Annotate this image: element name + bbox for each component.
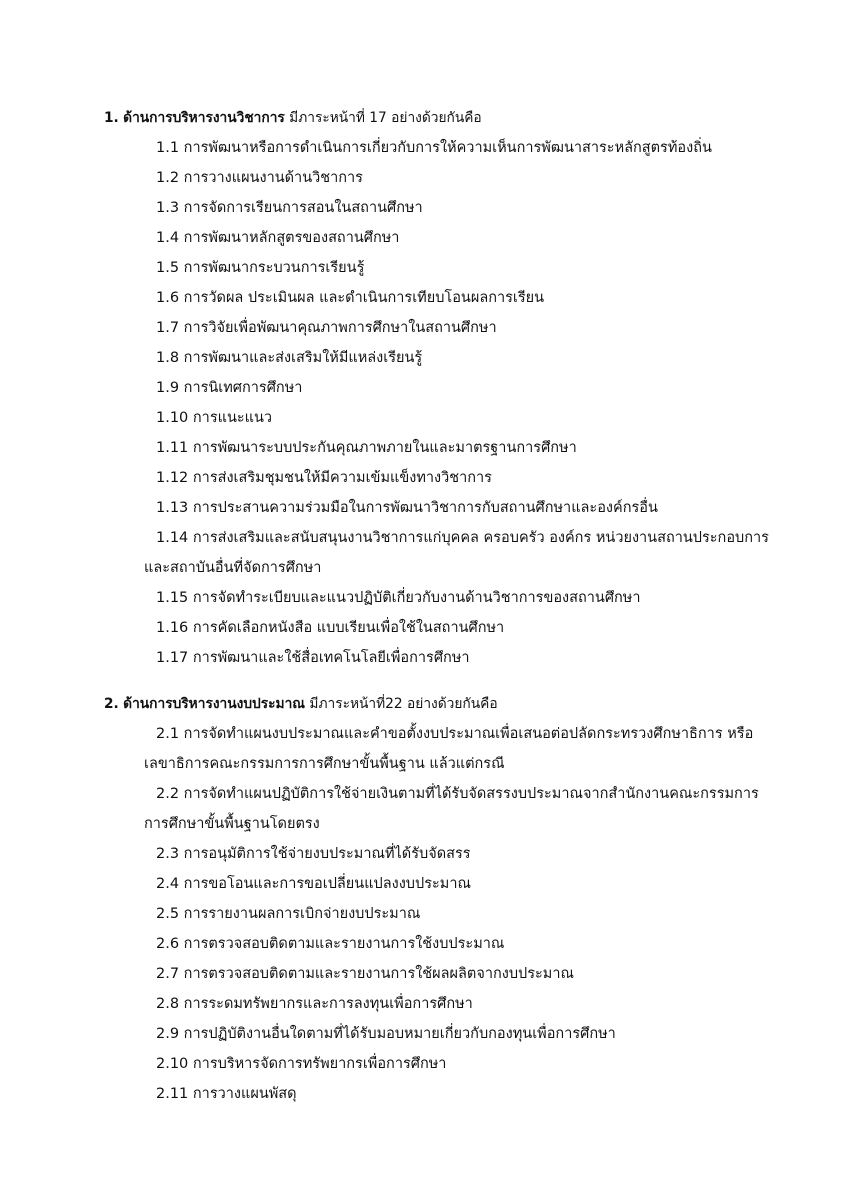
list-item <box>156 839 756 869</box>
item-number: 1.4 <box>156 230 180 246</box>
item-text: การจัดทำแผนปฏิบัติการใช้จ่ายเงินตามที่ได้รับจัดสรรงบประมาณจากสำนักงานคณะกรรมการ <box>183 786 759 802</box>
item-number: 2.4 <box>156 876 180 892</box>
item-text: การพัฒนาหลักสูตรของสถานศึกษา <box>183 230 400 246</box>
list-item <box>156 613 756 643</box>
item-number: 1.2 <box>156 170 180 186</box>
item-text: การนิเทศการศึกษา <box>183 380 303 396</box>
list-item <box>156 899 756 929</box>
item-text-continuation: เลขาธิการคณะกรรมการการศึกษาขั้นพื้นฐาน แล้วแต่กรณี <box>144 756 505 772</box>
list-item <box>156 433 756 463</box>
list-item <box>144 719 756 779</box>
item-number: 2.10 <box>156 1056 189 1072</box>
item-text: การพัฒนาและส่งเสริมให้มีแหล่งเรียนรู้ <box>183 350 423 366</box>
section-title: ด้านการบริหารงานวิชาการ <box>123 110 285 126</box>
item-number: 2.7 <box>156 966 180 982</box>
item-number: 2.5 <box>156 906 180 922</box>
section-budget-administration <box>0 689 849 1109</box>
item-number: 1.9 <box>156 380 180 396</box>
item-number: 1.7 <box>156 320 180 336</box>
item-text: การจัดทำแผนงบประมาณและคำขอตั้งงบประมาณเพื่อเสนอต่อปลัดกระทรวงศึกษาธิการ หรือ <box>183 726 754 742</box>
section-item-list <box>0 719 849 1109</box>
section-academic-administration <box>0 103 849 673</box>
list-item <box>156 343 756 373</box>
item-number: 1.5 <box>156 260 180 276</box>
item-text: การตรวจสอบติดตามและรายงานการใช้งบประมาณ <box>183 936 505 952</box>
item-number: 2.1 <box>156 726 180 742</box>
section-intro: มีภาระหน้าที่22 อย่างด้วยกันคือ <box>309 696 498 712</box>
section-number: 2. <box>104 696 119 712</box>
item-text: การวิจัยเพื่อพัฒนาคุณภาพการศึกษาในสถานศึกษา <box>183 320 497 336</box>
item-text: การส่งเสริมชุมชนให้มีความเข้มแข็งทางวิชาการ <box>192 470 492 486</box>
list-item <box>156 493 756 523</box>
item-number: 2.3 <box>156 846 180 862</box>
item-number: 2.8 <box>156 996 180 1012</box>
item-number: 1.17 <box>156 650 189 666</box>
list-item <box>156 869 756 899</box>
item-text: การอนุมัติการใช้จ่ายงบประมาณที่ได้รับจัดสรร <box>183 846 471 862</box>
item-text-continuation: การศึกษาขั้นพื้นฐานโดยตรง <box>144 816 320 832</box>
list-item <box>156 223 756 253</box>
item-number: 1.11 <box>156 440 189 456</box>
section-intro: มีภาระหน้าที่ 17 อย่างด้วยกันคือ <box>289 110 482 126</box>
item-text: การพัฒนาหรือการดำเนินการเกี่ยวกับการให้ความเห็นการพัฒนาสาระหลักสูตรท้องถิ่น <box>183 140 712 156</box>
list-item <box>156 643 756 673</box>
list-item <box>156 929 756 959</box>
item-number: 2.6 <box>156 936 180 952</box>
list-item <box>156 163 756 193</box>
item-text: การพัฒนาและใช้สื่อเทคโนโลยีเพื่อการศึกษา <box>192 650 470 666</box>
item-text: การวางแผนพัสดุ <box>192 1086 297 1102</box>
item-number: 1.15 <box>156 590 189 606</box>
item-number: 2.11 <box>156 1086 189 1102</box>
list-item <box>156 193 756 223</box>
item-number: 1.6 <box>156 290 180 306</box>
section-number: 1. <box>104 110 119 126</box>
list-item <box>156 1049 756 1079</box>
list-item <box>156 1019 756 1049</box>
item-text: การบริหารจัดการทรัพยากรเพื่อการศึกษา <box>192 1056 447 1072</box>
item-text: การขอโอนและการขอเปลี่ยนแปลงงบประมาณ <box>183 876 471 892</box>
item-text: การแนะแนว <box>192 410 273 426</box>
item-text: การระดมทรัพยากรและการลงทุนเพื่อการศึกษา <box>183 996 473 1012</box>
list-item <box>156 373 756 403</box>
item-text: การตรวจสอบติดตามและรายงานการใช้ผลผลิตจากงบประมาณ <box>183 966 574 982</box>
item-text: การพัฒนากระบวนการเรียนรู้ <box>183 260 365 276</box>
item-number: 1.3 <box>156 200 180 216</box>
item-text: การจัดทำระเบียบและแนวปฏิบัติเกี่ยวกับงานด้านวิชาการของสถานศึกษา <box>192 590 641 606</box>
list-item <box>144 523 769 583</box>
item-text: การรายงานผลการเบิกจ่ายงบประมาณ <box>183 906 421 922</box>
list-item <box>156 1079 756 1109</box>
list-item <box>156 133 756 163</box>
list-item <box>156 313 756 343</box>
section-title: ด้านการบริหารงานงบประมาณ <box>123 696 306 712</box>
list-item <box>156 283 756 313</box>
item-number: 1.13 <box>156 500 189 516</box>
item-text: การวางแผนงานด้านวิชาการ <box>183 170 363 186</box>
list-item <box>156 989 756 1019</box>
item-text: การวัดผล ประเมินผล และดำเนินการเทียบโอนผลการเรียน <box>183 290 545 306</box>
item-number: 1.12 <box>156 470 189 486</box>
item-text: การคัดเลือกหนังสือ แบบเรียนเพื่อใช้ในสถานศึกษา <box>192 620 505 636</box>
item-text: การประสานความร่วมมือในการพัฒนาวิชาการกับสถานศึกษาและองค์กรอื่น <box>192 500 658 516</box>
item-number: 2.2 <box>156 786 180 802</box>
item-text: การปฏิบัติงานอื่นใดตามที่ได้รับมอบหมายเกี่ยวกับกองทุนเพื่อการศึกษา <box>183 1026 616 1042</box>
section-item-list <box>0 133 849 673</box>
item-number: 1.8 <box>156 350 180 366</box>
list-item <box>156 403 756 433</box>
item-number: 1.10 <box>156 410 189 426</box>
item-text: การพัฒนาระบบประกันคุณภาพภายในและมาตรฐานการศึกษา <box>192 440 577 456</box>
item-number: 1.1 <box>156 140 180 156</box>
list-item <box>144 779 759 839</box>
item-text: การจัดการเรียนการสอนในสถานศึกษา <box>183 200 423 216</box>
section-heading <box>104 103 849 133</box>
list-item <box>156 959 756 989</box>
list-item <box>156 463 756 493</box>
list-item <box>156 253 756 283</box>
item-number: 1.16 <box>156 620 189 636</box>
item-text-continuation: และสถาบันอื่นที่จัดการศึกษา <box>144 560 322 576</box>
section-heading <box>104 689 849 719</box>
item-number: 2.9 <box>156 1026 180 1042</box>
item-number: 1.14 <box>156 530 189 546</box>
item-text: การส่งเสริมและสนับสนุนงานวิชาการแก่บุคคล ครอบครัว องค์กร หน่วยงานสถานประกอบการ <box>192 530 769 546</box>
list-item <box>156 583 756 613</box>
